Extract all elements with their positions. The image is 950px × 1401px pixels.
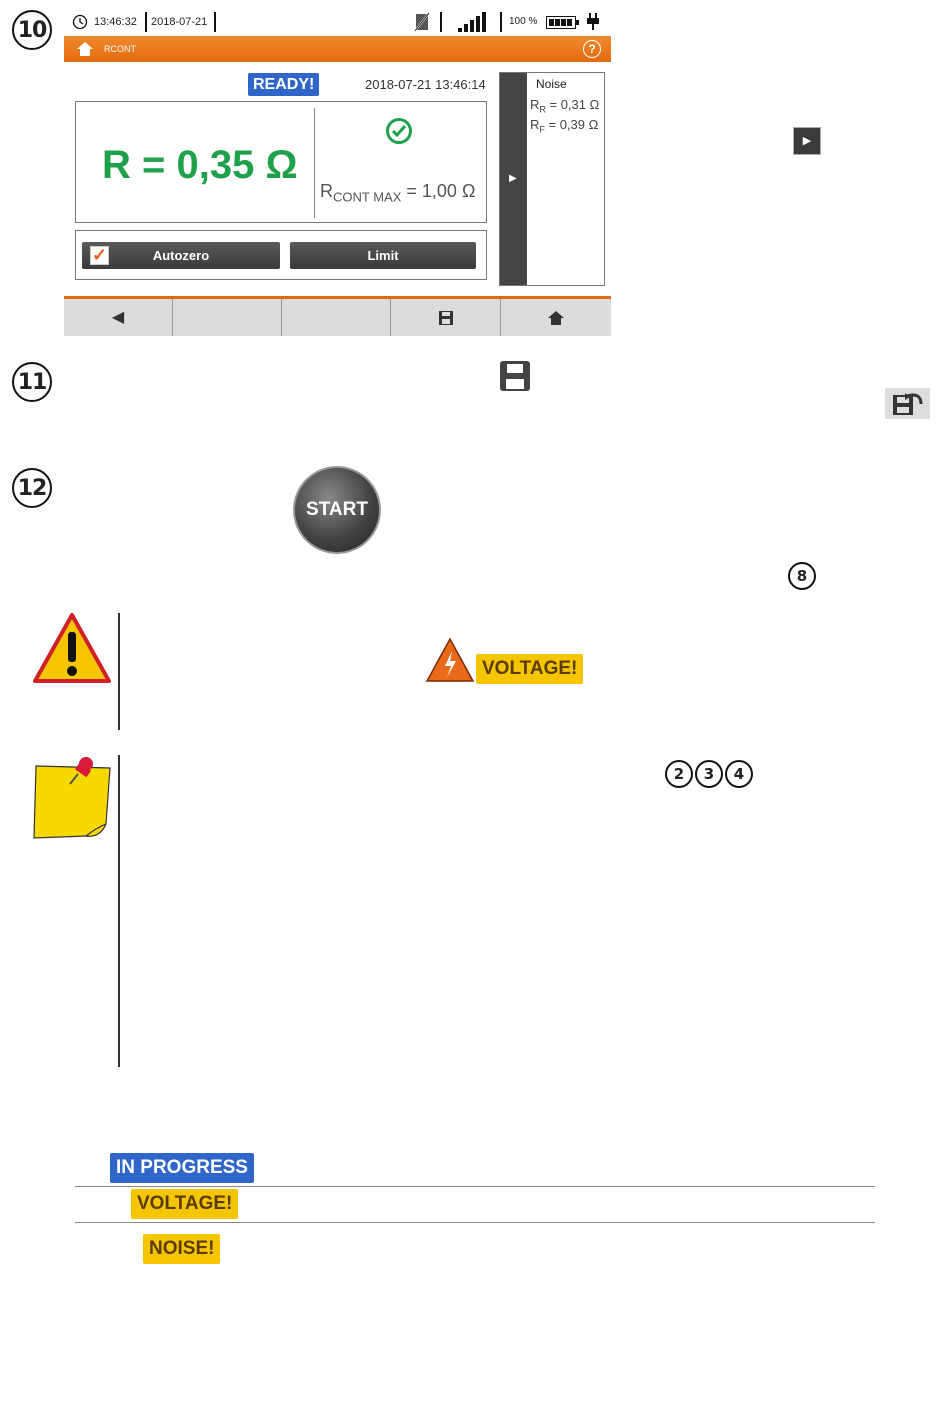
back-button[interactable] [64, 299, 173, 336]
limit-value: $R_{CONT MAX} = 1,00$ Ω [320, 181, 476, 205]
empty-toolbar-slot-1[interactable] [173, 299, 282, 336]
reference-circle-4: 4 [725, 760, 753, 788]
autozero-button[interactable]: ✓ Autozero [82, 242, 280, 269]
note-pin-icon [30, 754, 114, 842]
save-back-icon [885, 388, 930, 419]
in-progress-badge: IN PROGRESS [110, 1153, 254, 1183]
help-icon[interactable]: ? [583, 40, 601, 58]
reference-circle-8: 8 [788, 562, 816, 590]
start-button-icon: START [293, 466, 381, 554]
status-date: 2018-07-21 [151, 16, 208, 28]
status-bar [64, 9, 611, 35]
autozero-checkbox[interactable]: ✓ [91, 245, 108, 265]
rf-value: $R_F = 0,39$ Ω [530, 117, 599, 135]
result-panel [75, 101, 487, 223]
status-time: 13:46:32 [94, 16, 137, 28]
warning-icon [32, 612, 112, 684]
save-icon [439, 311, 453, 325]
rr-value: $R_R = 0,31$ Ω [530, 97, 600, 115]
noise-legend-badge: NOISE! [143, 1234, 220, 1264]
step-12-marker: 12 [12, 468, 52, 508]
back-arrow-icon: ◀ [111, 309, 125, 326]
step-11-marker: 11 [12, 362, 52, 402]
option-buttons [75, 230, 487, 280]
high-voltage-icon [425, 637, 475, 683]
bottom-toolbar [64, 296, 611, 336]
table-divider [75, 1222, 875, 1223]
status-badge: READY! [248, 73, 319, 96]
home-icon [547, 310, 565, 326]
save-icon [500, 361, 530, 391]
home-button[interactable] [501, 299, 610, 336]
side-panel-toggle[interactable] [500, 73, 527, 285]
play-arrow-icon: ▶ [793, 127, 821, 155]
reference-circle-2: 2 [665, 760, 693, 788]
no-sd-card-icon [414, 12, 430, 32]
screen-title: RCONT [104, 44, 136, 54]
signal-strength-icon [458, 11, 492, 33]
pass-check-icon [386, 118, 412, 144]
note-divider [118, 755, 120, 1067]
voltage-legend-badge: VOLTAGE! [131, 1189, 238, 1219]
power-plug-icon [586, 13, 600, 31]
title-bar [64, 36, 611, 62]
battery-percent: 100 % [509, 16, 538, 27]
reference-circle-3: 3 [695, 760, 723, 788]
clock-icon [72, 14, 88, 30]
battery-icon [546, 16, 580, 30]
save-button[interactable] [392, 299, 501, 336]
side-panel [499, 72, 605, 286]
play-arrow-icon: ▶ [509, 173, 517, 184]
home-icon[interactable] [76, 41, 94, 57]
measurement-timestamp: 2018-07-21 13:46:14 [365, 77, 486, 92]
step-10-marker: 10 [12, 10, 52, 50]
warning-divider [118, 613, 120, 730]
voltage-badge: VOLTAGE! [476, 654, 583, 684]
result-value: R = 0,35 Ω [102, 143, 298, 187]
table-divider [75, 1186, 875, 1187]
empty-toolbar-slot-2[interactable] [282, 299, 391, 336]
noise-title: Noise [536, 77, 567, 91]
limit-button[interactable]: Limit [290, 242, 476, 269]
